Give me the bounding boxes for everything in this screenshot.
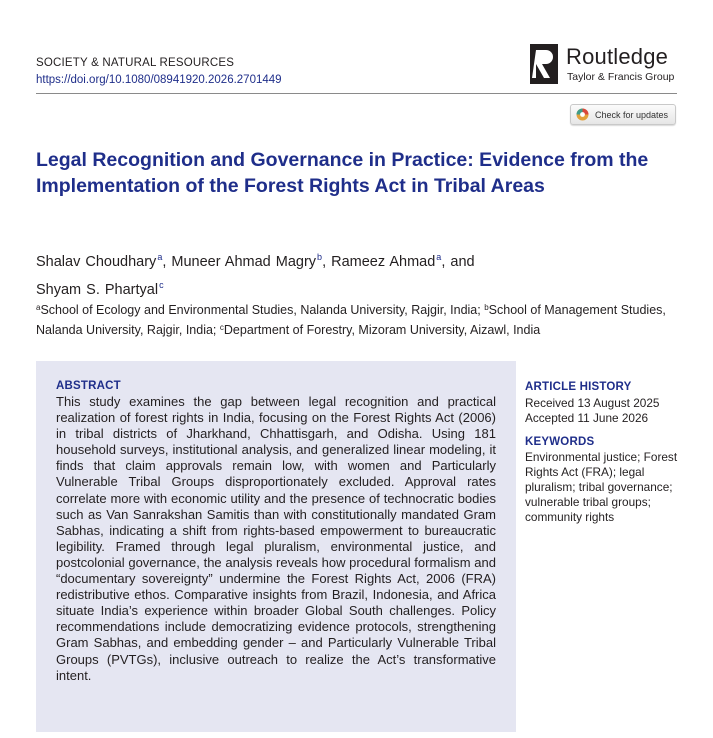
abstract-heading: ABSTRACT — [56, 380, 121, 392]
author-separator: , — [162, 254, 172, 270]
author-separator: , — [441, 254, 451, 270]
abstract-text: This study examines the gap between legal recognition and practical realization of forest rights in India, focusing on the Forest Rights Act (2006) in tribal districts of Jharkhand, Chhattisgarh, and Odisha. Using 181 household surveys, institutional analysis, and generalized linear modeling, it finds that claim approvals remain low, with women and Particularly Vulnerable Tribal Groups disproportionately excluded. Approval rates correlate more with economic utility and the presence of technocratic bodies such as Van Sanrakshan Samitis than with constitutionally mandated Gram Sabhas, indicating a shift from rights-based empowerment to bureaucratic legibility. Framed through legal pluralism, environmental justice, and postcolonial governance, the analysis reveals how procedural formalism and “documentary sovereignty” undermine the Forest Rights Act, 2006 (FRA) redistributive ethos. Comparative insights from Brazil, Indonesia, and Africa situate India’s experience within broader Global South challenges. Policy recommendations include democratizing evidence protocols, strengthening Gram Sabhas, and embedding gender – and Particularly Vulnerable Tribal Groups (PVTGs), inclusive outreach to realize the Act’s transformative intent. — [56, 394, 496, 683]
author-name[interactable]: and Shyam S. Phartyal — [36, 254, 475, 298]
affiliation-mark: a — [36, 303, 41, 312]
routledge-mark-icon — [530, 44, 558, 84]
author-name[interactable]: Rameez Ahmad — [331, 254, 436, 270]
author-affiliation-mark[interactable]: a — [157, 252, 163, 262]
author-affiliation-mark[interactable]: c — [159, 280, 164, 290]
author-affiliation-mark[interactable]: a — [436, 252, 442, 262]
crossmark-icon — [576, 108, 589, 121]
article-title: Legal Recognition and Governance in Practice: Evidence from the Implementation of the Forest Rights Act in Tribal Areas — [36, 149, 649, 197]
affiliation-text: Department of Forestry, Mizoram University, Aizawl, India — [223, 323, 541, 337]
routledge-logo — [530, 44, 680, 88]
author-name[interactable]: Shalav Choudhary — [36, 254, 157, 270]
author-affiliation-mark[interactable]: b — [317, 252, 323, 262]
affiliation-text: School of Management Studies, Nalanda University, Rajgir, India; — [36, 303, 666, 337]
check-for-updates-label: Check for updates — [595, 109, 669, 120]
affiliation-mark: c — [219, 323, 224, 332]
journal-name: SOCIETY & NATURAL RESOURCES — [36, 57, 235, 69]
affiliations — [36, 299, 676, 339]
header-rule — [36, 93, 677, 94]
check-for-updates-button[interactable] — [570, 104, 676, 125]
received-date: Received 13 August 2025 — [525, 396, 660, 410]
keywords-list: Environmental justice; Forest Rights Act (FRA); legal pluralism; tribal governance; vulnerable tribal groups; community rights — [525, 450, 678, 524]
keywords-heading: KEYWORDS — [525, 436, 595, 448]
accepted-date: Accepted 11 June 2026 — [525, 411, 649, 425]
author-name[interactable]: Muneer Ahmad Magry — [171, 254, 317, 270]
affiliation-mark: b — [484, 303, 489, 312]
author-list — [36, 246, 516, 302]
doi-link[interactable]: https://doi.org/10.1080/08941920.2026.2701449 — [36, 74, 282, 86]
publisher-subtitle: Taylor & Francis Group — [567, 71, 675, 83]
author-separator: , — [322, 254, 332, 270]
article-history-heading: ARTICLE HISTORY — [525, 381, 632, 393]
affiliation-text: School of Ecology and Environmental Studies, Nalanda University, Rajgir, India; — [40, 303, 485, 317]
publisher-name: Routledge — [566, 44, 669, 69]
